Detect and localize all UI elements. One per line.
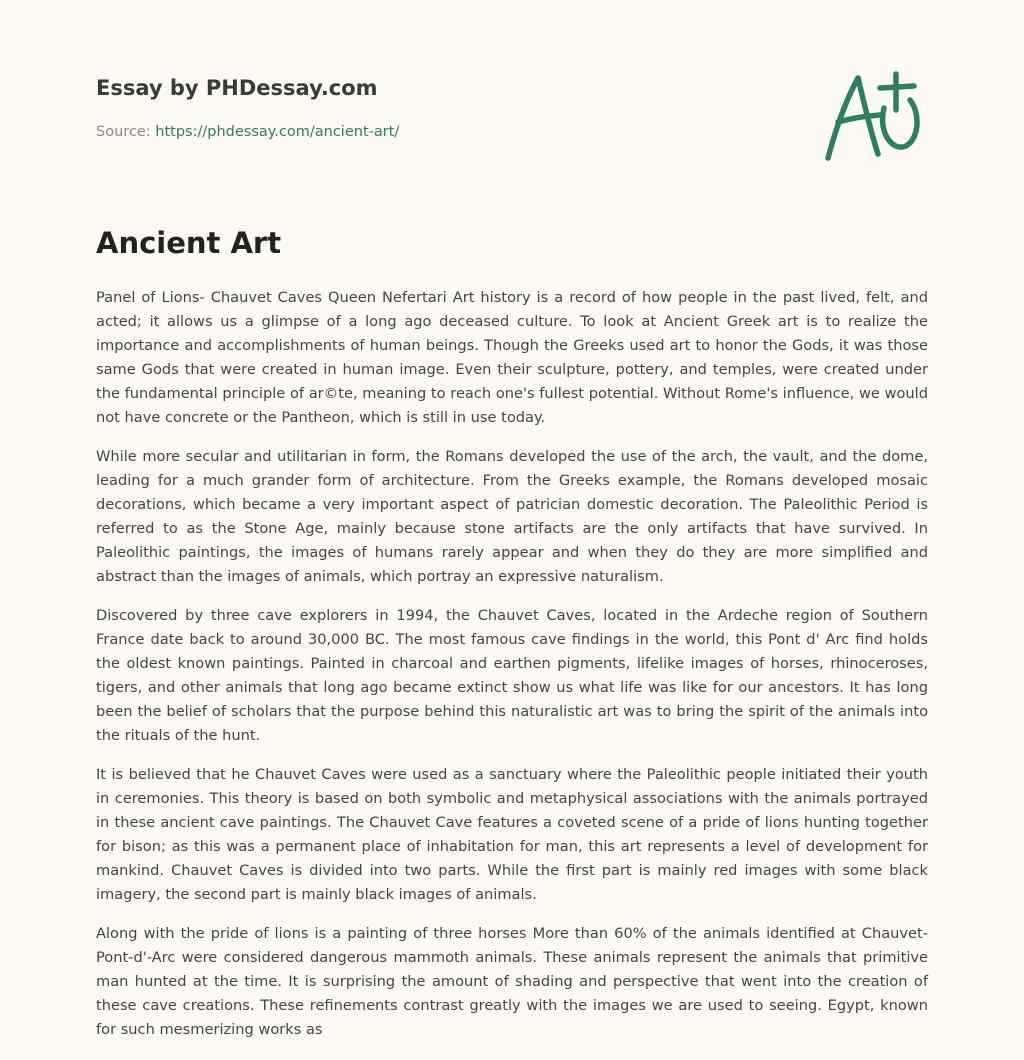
- a-plus-logo-icon: [822, 68, 930, 164]
- essay-paragraph: Panel of Lions- Chauvet Caves Queen Nefertari Art history is a record of how people in the past lived, felt, and acted; it allows us a glimpse of a long ago deceased culture. To look at Ancient Greek art is to realize the importance and accomplishments of human beings. Though the Greeks used art to honor the Gods, it was those same Gods that were created in human image. Even their sculpture, pottery, and temples, were created under the fundamental principle of ar©te, meaning to reach one's fullest potential. Without Rome's influence, we would not have concrete or the Pantheon, which is still in use today.: [96, 289, 928, 426]
- essay-paragraph: While more secular and utilitarian in form, the Romans developed the use of the arch, the vault, and the dome, leading for a much grander form of architecture. From the Greeks example, the Romans developed mosaic decorations, which became a very important aspect of patrician domestic decoration. The Paleolithic Period is referred to as the Stone Age, mainly because stone artifacts are the only artifacts that have survived. In Paleolithic paintings, the images of humans rarely appear and when they do they are more simplified and abstract than the images of animals, which portray an expressive naturalism.: [96, 448, 928, 585]
- essay-body: [96, 286, 928, 1057]
- essay-title: Ancient Art: [96, 226, 282, 260]
- essay-paragraph: Discovered by three cave explorers in 1994, the Chauvet Caves, located in the Ardeche region of Southern France date back to around 30,000 BC. The most famous cave findings in the world, this Pont d' Arc find holds the oldest known paintings. Painted in charcoal and earthen pigments, lifelike images of horses, rhinoceroses, tigers, and other animals that long ago became extinct show us what life was like for our ancestors. It has long been the belief of scholars that the purpose behind this naturalistic art was to bring the spirit of the animals into the rituals of the hunt.: [96, 607, 928, 744]
- essay-paragraph: It is believed that he Chauvet Caves were used as a sanctuary where the Paleolithic people initiated their youth in ceremonies. This theory is based on both symbolic and metaphysical associations with the animals portrayed in these ancient cave paintings. The Chauvet Cave features a coveted scene of a pride of lions hunting together for bison; as this was a permanent place of inhabitation for man, this art represents a level of development for mankind. Chauvet Caves is divided into two parts. While the first part is mainly red images with some black imagery, the second part is mainly black images of animals.: [96, 766, 928, 903]
- source-line: [96, 124, 399, 140]
- source-link[interactable]: https://phdessay.com/ancient-art/: [155, 124, 400, 140]
- essay-paragraph: Along with the pride of lions is a painting of three horses More than 60% of the animals identified at Chauvet-Pont-d'-Arc were considered dangerous mammoth animals. These animals represent the animals that primitive man hunted at the time. It is surprising the amount of shading and perspective that went into the creation of these cave creations. These refinements contrast greatly with the images we are used to seeing. Egypt, known for such mesmerizing works as: [96, 925, 928, 1038]
- site-title: Essay by PHDessay.com: [96, 76, 378, 100]
- source-label: Source:: [96, 124, 156, 140]
